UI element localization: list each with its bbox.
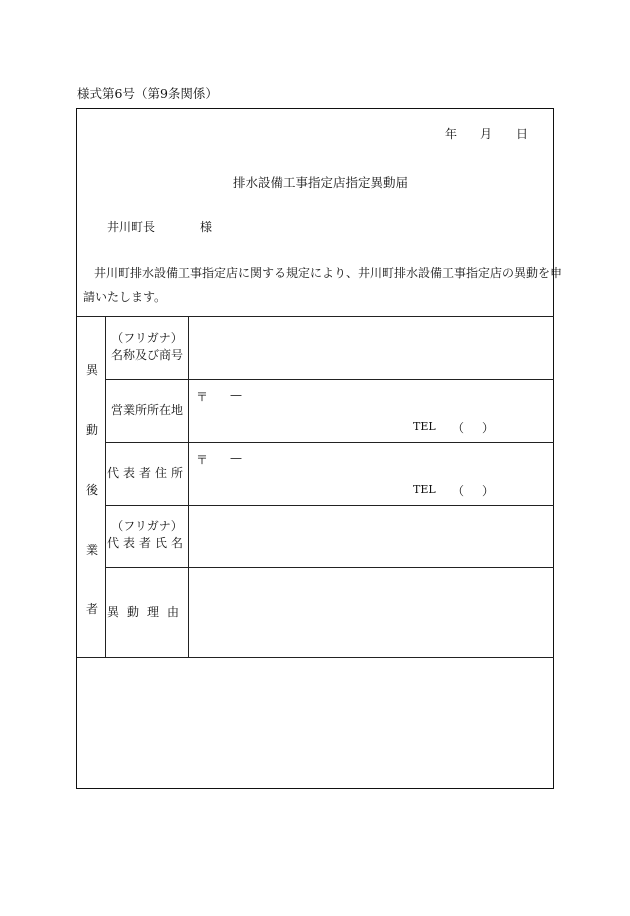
office-address-label: 営業所所在地	[110, 403, 183, 417]
change-reason-field[interactable]	[190, 569, 552, 656]
office-address-field[interactable]	[190, 381, 552, 441]
furigana-note: （フリガナ）	[111, 331, 183, 345]
addressee-name: 井川町長	[107, 220, 156, 234]
addressee-honorific: 様	[200, 220, 213, 234]
row-divider	[105, 505, 554, 506]
side-label-char: 後	[86, 483, 99, 497]
tel-label: TEL	[413, 420, 436, 433]
tel-label: TEL	[413, 483, 436, 496]
row-divider	[105, 442, 554, 443]
date-day: 日	[516, 127, 529, 141]
name-and-trade-label: 名称及び商号	[110, 348, 183, 362]
body-text-line1: 井川町排水設備工事指定店に関する規定により、井川町排水設備工事指定店の異動を申	[94, 266, 563, 280]
representative-name-label: 代表者氏名	[106, 536, 187, 550]
side-label-char: 動	[86, 423, 99, 437]
representative-name-field[interactable]	[190, 507, 552, 566]
tel-paren-close: ）	[482, 421, 495, 435]
label-furigana-name	[106, 330, 188, 364]
tel-paren-open: （	[452, 484, 465, 498]
table-top-border	[77, 316, 554, 317]
document-title: 排水設備工事指定店指定異動届	[233, 175, 409, 190]
side-label-char: 異	[86, 363, 99, 377]
postal-mark: 〒	[196, 453, 209, 467]
change-reason-label: 異動理由	[106, 605, 187, 619]
table-bottom-border	[77, 657, 554, 658]
representative-address-field[interactable]	[190, 444, 552, 504]
label-furigana-representative	[106, 518, 188, 552]
tel-paren-close: ）	[482, 484, 495, 498]
form-number: 様式第6号（第9条関係）	[77, 86, 218, 101]
remarks-area[interactable]	[78, 659, 552, 787]
postal-dash: —	[230, 388, 242, 402]
label-column-divider	[188, 316, 189, 657]
date-month: 月	[480, 127, 493, 141]
representative-address-label: 代表者住所	[106, 466, 187, 480]
date-year: 年	[445, 127, 458, 141]
tel-paren-open: （	[452, 421, 465, 435]
row-divider	[105, 379, 554, 380]
postal-dash: —	[230, 451, 242, 465]
body-text-line2: 請いたします。	[83, 290, 167, 304]
side-label-char: 業	[86, 543, 99, 557]
postal-mark: 〒	[196, 390, 209, 404]
row-divider	[105, 567, 554, 568]
furigana-note: （フリガナ）	[111, 519, 183, 533]
name-and-trade-field[interactable]	[190, 318, 552, 378]
side-label-char: 者	[86, 602, 99, 616]
